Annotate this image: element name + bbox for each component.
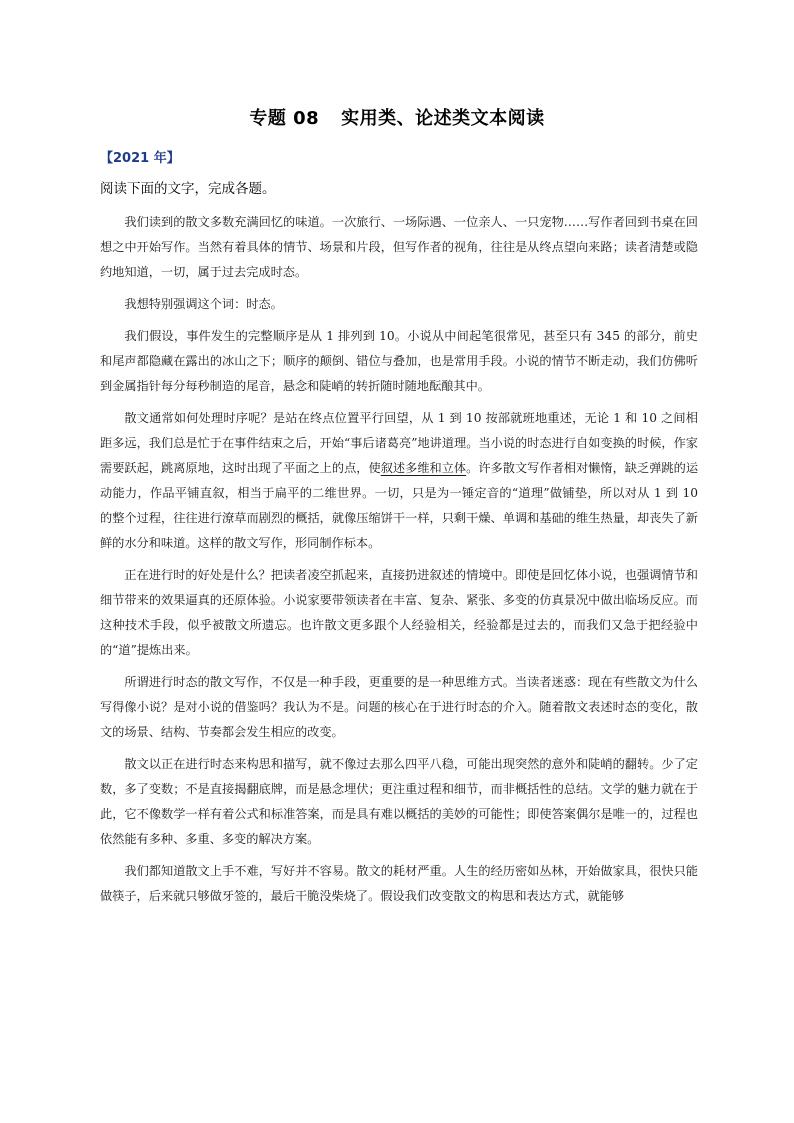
paragraph-4: [100, 406, 698, 556]
paragraph-1: 我们读到的散文多数充满回忆的味道。一次旅行、一场际遇、一位亲人、一只宠物……写作者回到书桌在回想之中开始写作。当然有着具体的情节、场景和片段，但写作者的视角，往往是从终点望向来路；读者清楚或隐约地知道，一切，属于过去完成时态。: [100, 215, 698, 279]
paragraph-5: 正在进行时的好处是什么？把读者凌空抓起来，直接扔进叙述的情境中。即使是回忆体小说，也强调情节和细节带来的效果逼真的还原体验。小说家要带领读者在丰富、复杂、紧张、多变的仿真景况中做出临场反应。而这种技术手段，似乎被散文所遗忘。也许散文更多跟个人经验相关，经验都是过去的，而我们又急于把经验中的“道”提炼出来。: [100, 568, 698, 657]
title-main: 实用类、论述类文本阅读: [341, 108, 545, 129]
article-body: [100, 210, 698, 916]
page-title: [0, 104, 794, 130]
paragraph-2: 我想特别强调这个词：时态。: [124, 297, 283, 311]
paragraph-8: 我们都知道散文上手不难，写好并不容易。散文的耗材严重。人生的经历密如丛林，开始做家具，很快只能做筷子，后来就只够做牙签的，最后干脆没柴烧了。假设我们改变散文的构思和表达方式，就能够: [100, 864, 698, 903]
paragraph-4-part-b: 。许多散文写作者相对懒惰，缺乏弹跳的运动能力，作品平铺直叙，相当于扁平的二维世界。一切，只是为一锤定音的“道理”做铺垫，所以对从 1 到 10 的整个过程，往往进行潦草而剧烈的概括，就像压缩饼干一样，只剩干燥、单调和基础的维生热量，却丧失了新鲜的水分和味道。这样的散文写作，形同制作标本。: [100, 461, 699, 550]
instruction-text: 阅读下面的文字，完成各题。: [100, 181, 276, 197]
title-prefix: 专题 08: [249, 108, 320, 129]
paragraph-3: 我们假设，事件发生的完整顺序是从 1 排列到 10。小说从中间起笔很常见，甚至只有 345 的部分，前史和尾声都隐藏在露出的冰山之下；顺序的颠倒、错位与叠加，也是常用手段。小说的情节不断走动，我们仿佛听到金属指针每分每秒制造的尾音，悬念和陡峭的转折随时随地酝酿其中。: [100, 329, 698, 393]
underlined-phrase: 叙述多维和立体: [380, 461, 467, 475]
year-tag: 【2021 年】: [100, 151, 180, 166]
paragraph-7: 散文以正在进行时态来构思和描写，就不像过去那么四平八稳，可能出现突然的意外和陡峭的翻转。少了定数，多了变数；不是直接揭翻底牌，而是悬念埋伏；更注重过程和细节，而非概括性的总结。文学的魅力就在于此，它不像数学一样有着公式和标准答案，而是具有难以概括的美妙的可能性；即使答案偶尔是唯一的，过程也依然能有多种、多重、多变的解决方案。: [100, 757, 698, 846]
paragraph-4-part-a: 散文通常如何处理时序呢？是站在终点位置平行回望，从 1 到 10 按部就班地重述，无论 1 和 10 之间相距多远，我们总是忙于在事件结束之后，开始“事后诸葛亮”地讲道理。当小说的时态进行自如变换的时候，作家需要跃起，跳离原地，这时出现了平面之上的点，使: [100, 411, 698, 475]
paragraph-6: 所谓进行时态的散文写作，不仅是一种手段，更重要的是一种思维方式。当读者迷惑：现在有些散文为什么写得像小说？是对小说的借鉴吗？我认为不是。问题的核心在于进行时态的介入。随着散文表述时态的变化，散文的场景、结构、节奏都会发生相应的改变。: [100, 675, 698, 739]
